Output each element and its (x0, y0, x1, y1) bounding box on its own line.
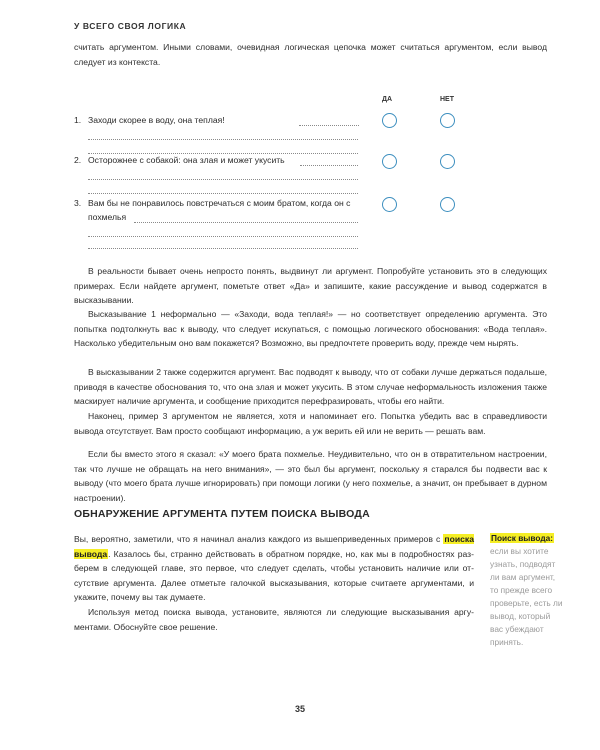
question-number: 3. (74, 198, 82, 208)
answer-line (88, 179, 358, 180)
body-paragraph: Если бы вместо этого я сказал: «У моего брата похмелье. Неудивительно, что он в отвратительном настроении, так что лучше не обращать на него внимания», — это был бы аргумент, поскольку я старался бы подвести вас к выводу (что моего брата лучше игнорировать) при помощи логики (у него похмелье, а значит, он пребывает в дурном настроении). (74, 449, 547, 503)
answer-line (88, 248, 358, 249)
intro-paragraph: считать аргументом. Иными словами, очевидная логическая цепочка может считаться аргументом, если вывод следует из контекста. (74, 42, 547, 67)
question-number: 2. (74, 155, 82, 165)
question-text: Вам бы не понравилось повстречаться с моим братом, когда он с похмелья (88, 198, 351, 222)
section-paragraph: Используя метод поиска вывода, установите, являются ли следующие высказывания аргументами. Обоснуйте свое решение. (74, 606, 474, 632)
no-radio[interactable] (440, 113, 455, 128)
yes-radio[interactable] (382, 154, 397, 169)
no-radio[interactable] (440, 197, 455, 212)
section-heading: ОБНАРУЖЕНИЕ АРГУМЕНТА ПУТЕМ ПОИСКА ВЫВОДА (74, 508, 370, 520)
column-no-label: НЕТ (440, 96, 454, 103)
side-note (490, 532, 564, 649)
side-note-text: если вы хотите узнать, подводят ли вам аргумент, то прежде всего проверьте, есть ли вывод, который вас убеждают принять. (490, 546, 563, 647)
question-row (74, 196, 554, 248)
body-paragraph: В реальности бывает очень непросто понять, выдвинут ли аргумент. Попробуйте установить это в следующих примерах. Если найдете аргумент, пометьте ответ «Да» и запишите, какие рассуждение и вывод содержатся в высказывании. (74, 266, 547, 306)
body-paragraph: Высказывание 1 неформально — «Заходи, вода теплая!» — но соответствует определению аргумента. Это попытка подтолкнуть вас к выводу, что следует искупаться, с помощью логического обоснования: «Вода теплая». Насколько убедительным оно вам покажется? Возможно, вы предпочтете проверить воду, прежде чем нырять. (74, 309, 547, 349)
answer-line (88, 139, 358, 140)
answer-line (299, 125, 359, 126)
section-text: . Казалось бы, странно действовать в обратном порядке, но, как мы в подробностях разберем в следующей главе, это первое, что следует сделать, чтобы установить наличие или отсутствие аргумента. Далее отметьте галочкой высказывания, которые считаете аргументами, и укажите, почему вы так думаете. (74, 548, 474, 603)
section-paragraph (74, 532, 474, 605)
question-row (74, 113, 554, 153)
column-yes-label: ДА (382, 96, 393, 103)
question-row (74, 153, 554, 193)
yes-radio[interactable] (382, 113, 397, 128)
running-head: У ВСЕГО СВОЯ ЛОГИКА (74, 21, 187, 31)
page-number: 35 (294, 704, 305, 714)
answer-line (134, 222, 358, 223)
yes-radio[interactable] (382, 197, 397, 212)
question-text: Осторожнее с собакой: она злая и может укусить (88, 155, 285, 165)
answer-line (300, 165, 358, 166)
section-body (74, 532, 474, 634)
highlighted-term: поиска вывода (74, 534, 474, 559)
side-note-title: Поиск вывода: (491, 533, 553, 543)
answer-line (88, 236, 358, 237)
body-paragraph: Наконец, пример 3 аргументом не является, хотя и напоминает его. Попытка убедить вас в справедливости вывода отсутствует. Вам просто сообщают информацию, а уж верить ей или не верить — решать вам. (74, 411, 547, 436)
section-text: Вы, вероятно, заметили, что я начинал анализ каждого из вышеприведенных примеров с (74, 534, 444, 544)
no-radio[interactable] (440, 154, 455, 169)
answer-line (88, 193, 358, 194)
question-number: 1. (74, 115, 82, 125)
question-text: Заходи скорее в воду, она теплая! (88, 115, 225, 125)
body-paragraph: В высказывании 2 также содержится аргумент. Вас подводят к выводу, что от собаки лучше держаться подальше, приводя в качестве обоснования то, что она злая и может укусить. В этом случае неформальность изложения также маскирует наличие аргумента, и сообщение приходится перефразировать, чтобы его найти. (74, 367, 547, 407)
